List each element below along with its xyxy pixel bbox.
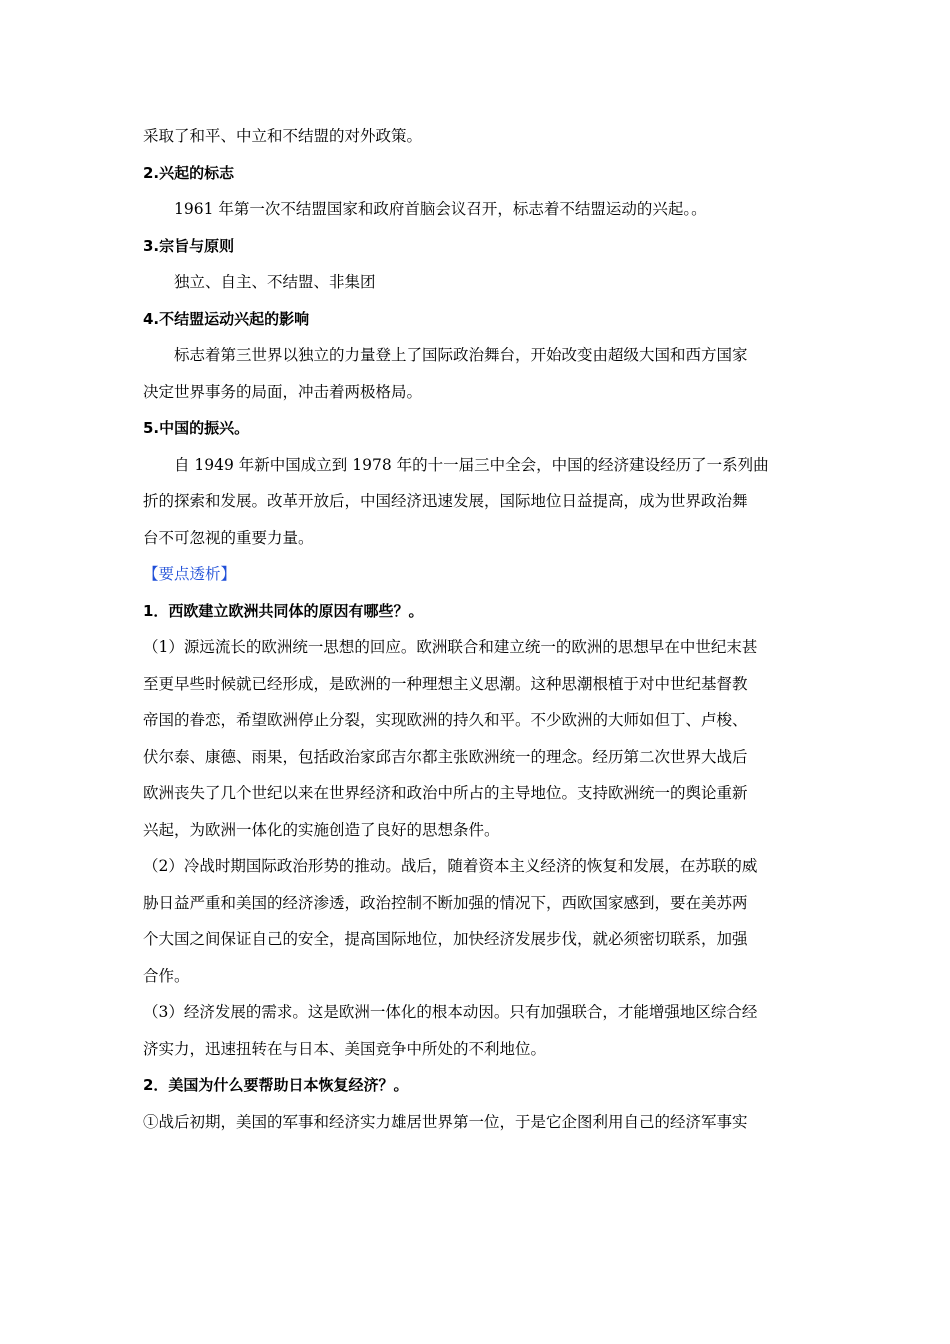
paragraph-line: 采取了和平、中立和不结盟的对外政策。 [143, 127, 423, 145]
paragraph-line: 济实力，迅速扭转在与日本、美国竞争中所处的不利地位。 [143, 1039, 547, 1058]
paragraph-line: 至更早些时候就已经形成，是欧洲的一种理想主义思潮。这种思潮根植于对中世纪基督教 [143, 674, 748, 693]
paragraph-line: 帝国的眷恋，希望欧洲停止分裂，实现欧洲的持久和平。不少欧洲的大师如但丁、卢梭、 [143, 711, 748, 729]
paragraph-line: （1）源远流长的欧洲统一思想的回应。欧洲联合和建立统一的欧洲的思想早在中世纪末甚 [143, 638, 758, 656]
paragraph-line: 自 1949 年新中国成立到 1978 年的十一届三中全会，中国的经济建设经历了一系列曲 [174, 455, 769, 474]
paragraph-line: 合作。 [143, 966, 190, 985]
document-page [143, 118, 811, 1140]
section-heading: 2．美国为什么要帮助日本恢复经济？。 [143, 1076, 409, 1094]
paragraph-line: 欧洲丧失了几个世纪以来在世界经济和政治中所占的主导地位。支持欧洲统一的舆论重新 [143, 784, 748, 802]
paragraph-line: 独立、自主、不结盟、非集团 [174, 273, 376, 291]
paragraph-line: 胁日益严重和美国的经济渗透，政治控制不断加强的情况下，西欧国家感到，要在美苏两 [143, 893, 748, 912]
paragraph-line: 伏尔泰、康德、雨果，包括政治家邱吉尔都主张欧洲统一的理念。经历第二次世界大战后 [143, 747, 748, 766]
paragraph-line: 决定世界事务的局面，冲击着两极格局。 [143, 382, 423, 401]
section-heading: 4.不结盟运动兴起的影响 [143, 309, 310, 328]
paragraph-line: 1961 年第一次不结盟国家和政府首脑会议召开，标志着不结盟运动的兴起。。 [174, 200, 707, 218]
paragraph-line: ①战后初期，美国的军事和经济实力雄居世界第一位，于是它企图利用自己的经济军事实 [143, 1112, 748, 1131]
section-heading: 2.兴起的标志 [143, 163, 235, 182]
paragraph-line: 折的探索和发展。改革开放后，中国经济迅速发展，国际地位日益提高，成为世界政治舞 [143, 492, 748, 510]
paragraph-line: 个大国之间保证自己的安全，提高国际地位，加快经济发展步伐，就必须密切联系，加强 [143, 930, 748, 948]
section-heading: 5.中国的振兴。 [143, 419, 250, 437]
paragraph-line: （3）经济发展的需求。这是欧洲一体化的根本动因。只有加强联合，才能增强地区综合经 [143, 1003, 758, 1021]
paragraph-line: 兴起，为欧洲一体化的实施创造了良好的思想条件。 [143, 820, 500, 839]
paragraph-line: （2）冷战时期国际政治形势的推动。战后，随着资本主义经济的恢复和发展，在苏联的威 [143, 857, 758, 875]
paragraph-line: 台不可忽视的重要力量。 [143, 528, 314, 547]
section-label: 【要点透析】 [143, 565, 237, 583]
section-heading: 1．西欧建立欧洲共同体的原因有哪些？。 [143, 601, 424, 620]
paragraph-line: 标志着第三世界以独立的力量登上了国际政治舞台，开始改变由超级大国和西方国家 [174, 346, 748, 364]
section-heading: 3.宗旨与原则 [143, 236, 235, 255]
